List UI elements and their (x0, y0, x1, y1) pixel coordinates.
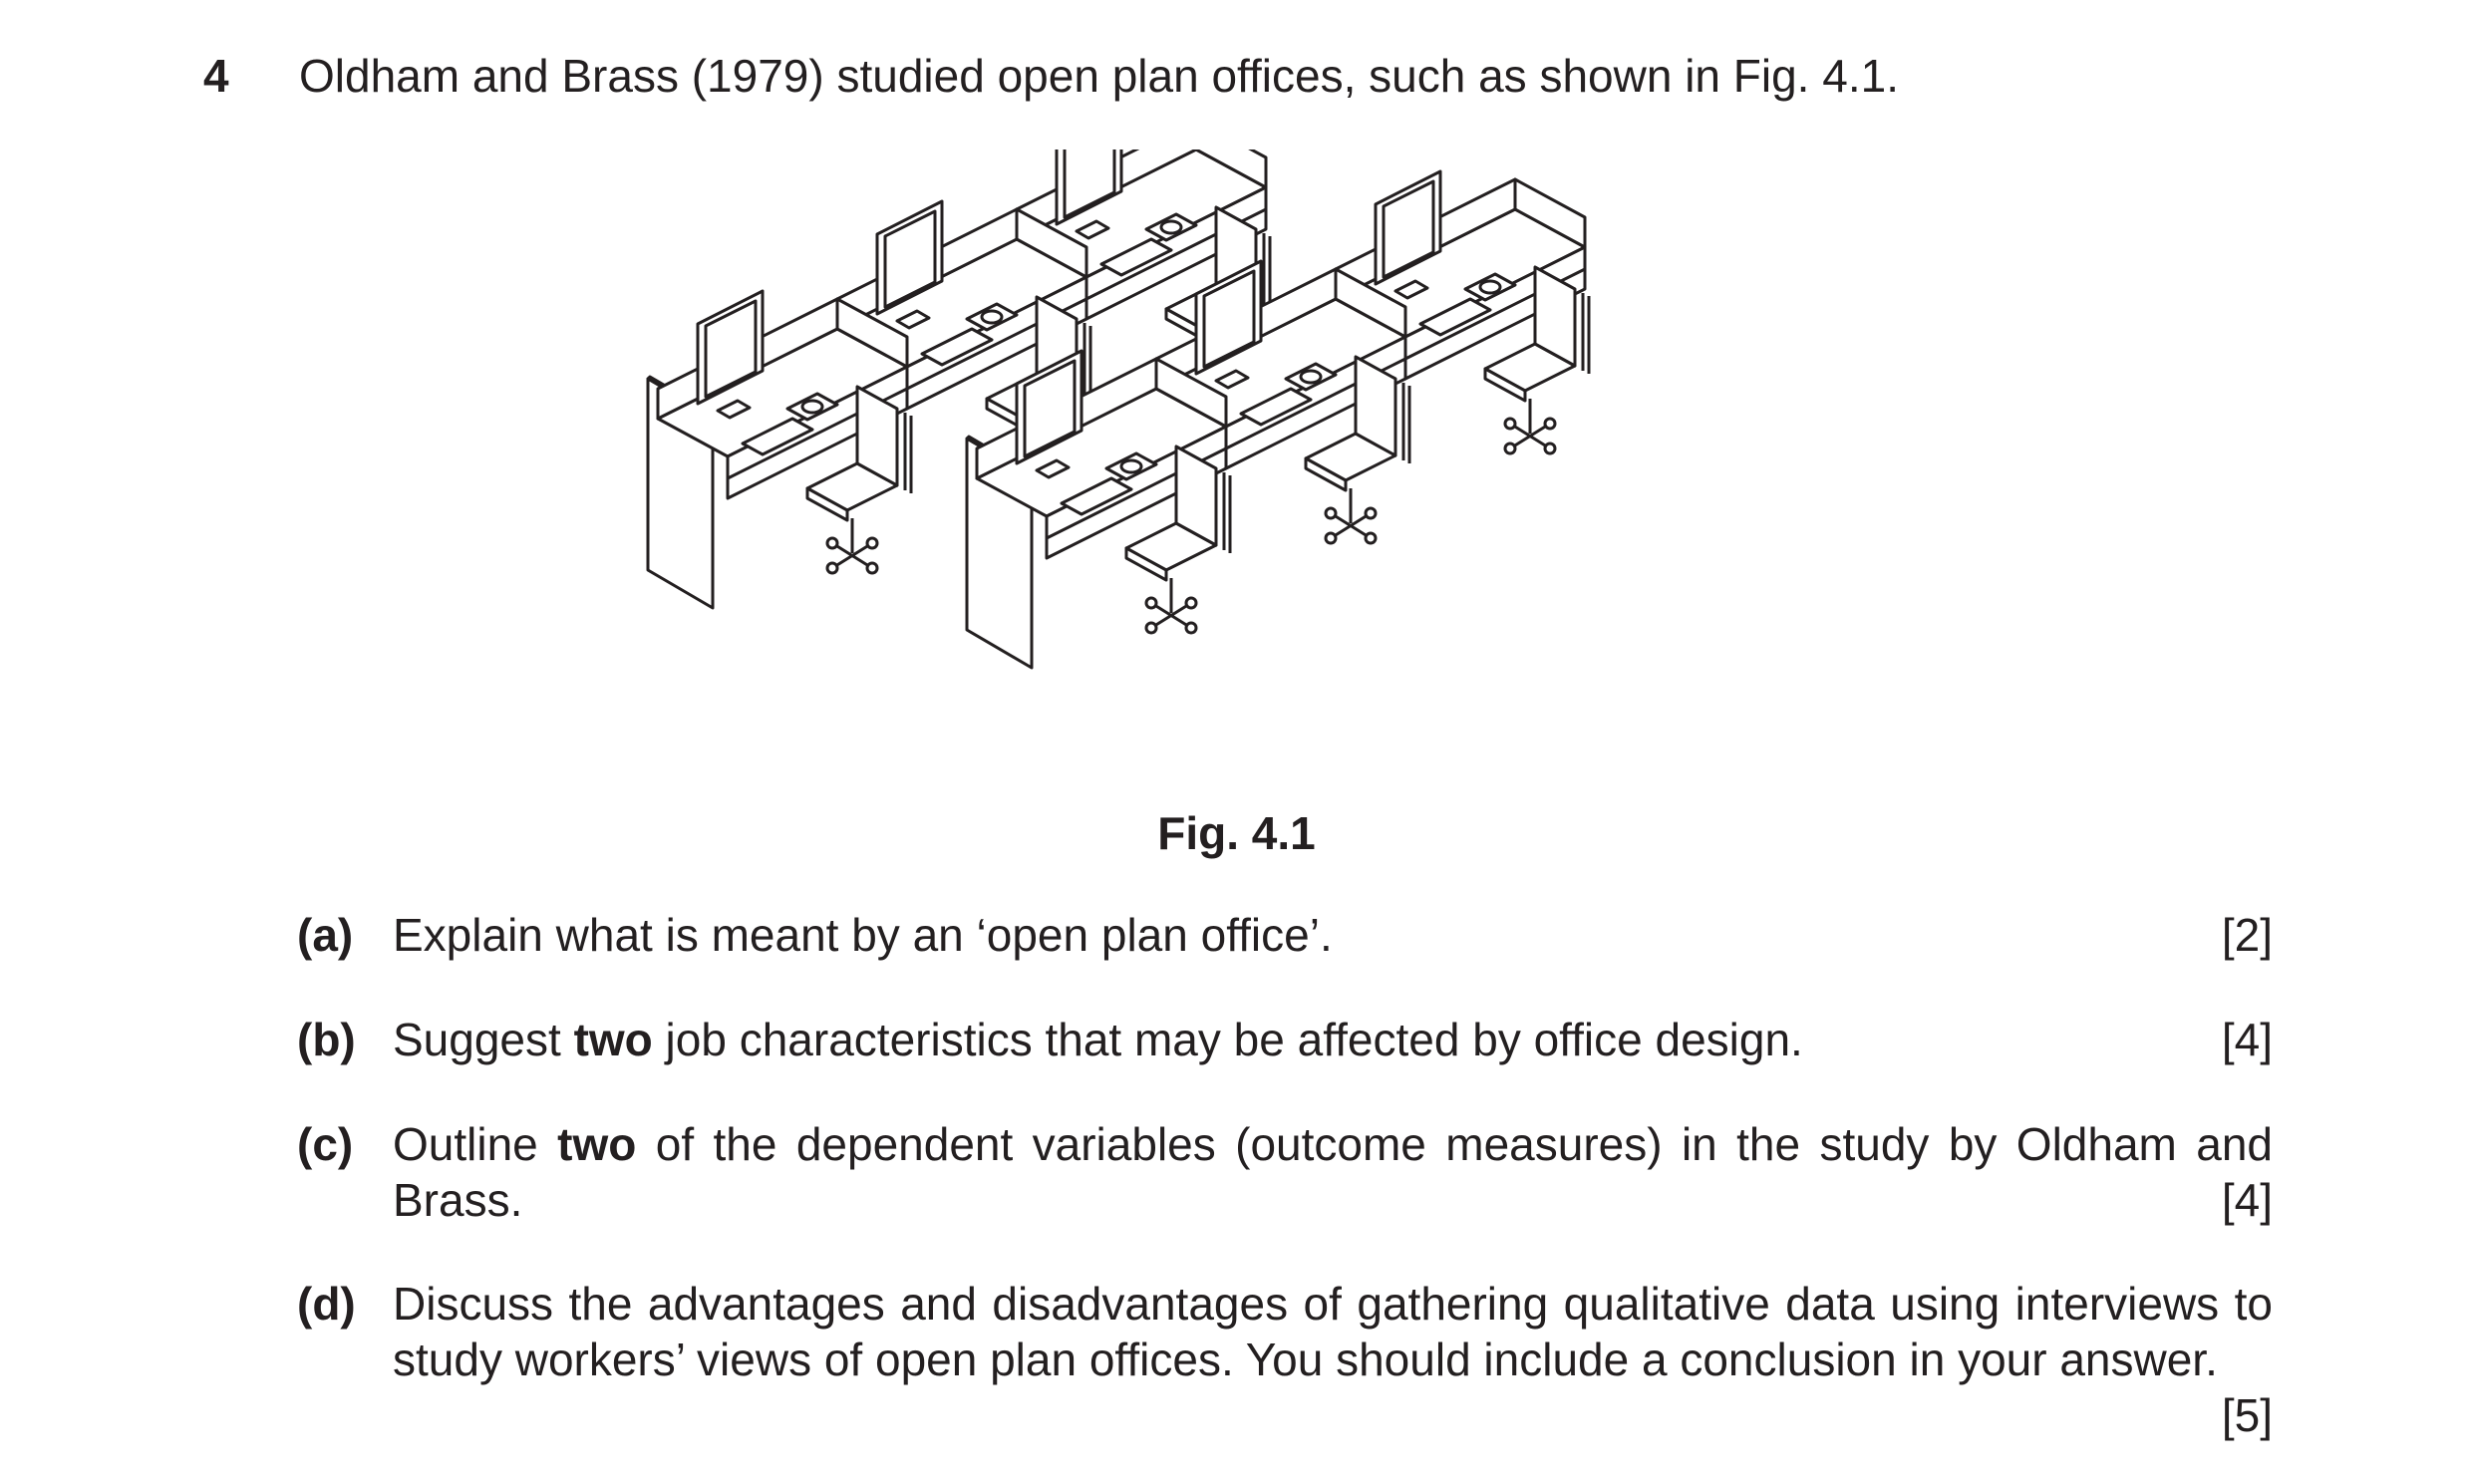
part-text-segment: job characteristics that may be affected by office design. (652, 1014, 1803, 1065)
part-marks: [2] (2221, 909, 2273, 961)
part-marks: [4] (2221, 1014, 2273, 1065)
question-intro: Oldham and Brass (1979) studied open plan offices, such as shown in Fig. 4.1. (299, 50, 1899, 102)
part-letter: (b) (297, 1014, 356, 1065)
question-part-b (297, 1012, 2273, 1067)
part-letter: (d) (297, 1278, 356, 1330)
part-marks: [5] (2221, 1389, 2273, 1441)
question-number: 4 (203, 50, 229, 102)
part-text-emphasis: two (557, 1118, 637, 1170)
part-text-emphasis: two (573, 1014, 653, 1065)
part-letter: (a) (297, 909, 354, 961)
open-plan-office-illustration (638, 149, 1864, 787)
figure-caption: Fig. 4.1 (1157, 807, 1316, 859)
part-text (393, 907, 2273, 963)
part-text-segment: of the dependent variables (outcome measures) in the study by Oldham and Brass. (393, 1118, 2273, 1226)
part-text (393, 1012, 2123, 1067)
part-text-segment: Outline (393, 1118, 558, 1170)
question-part-d (297, 1276, 2273, 1443)
part-text-segment: Discuss the advantages and disadvantages of gathering qualitative data using interviews to study workers’ views of open plan offices. You should include a conclusion in your answer. (393, 1278, 2273, 1385)
part-letter: (c) (297, 1118, 354, 1170)
part-marks: [4] (2221, 1174, 2273, 1226)
question-part-a (297, 907, 2273, 963)
part-text-segment: Explain what is meant by an ‘open plan office’. (393, 909, 1333, 961)
question-part-c (297, 1116, 2273, 1228)
part-text (393, 1116, 2273, 1228)
part-text-segment: Suggest (393, 1014, 574, 1065)
part-text (393, 1276, 2273, 1387)
